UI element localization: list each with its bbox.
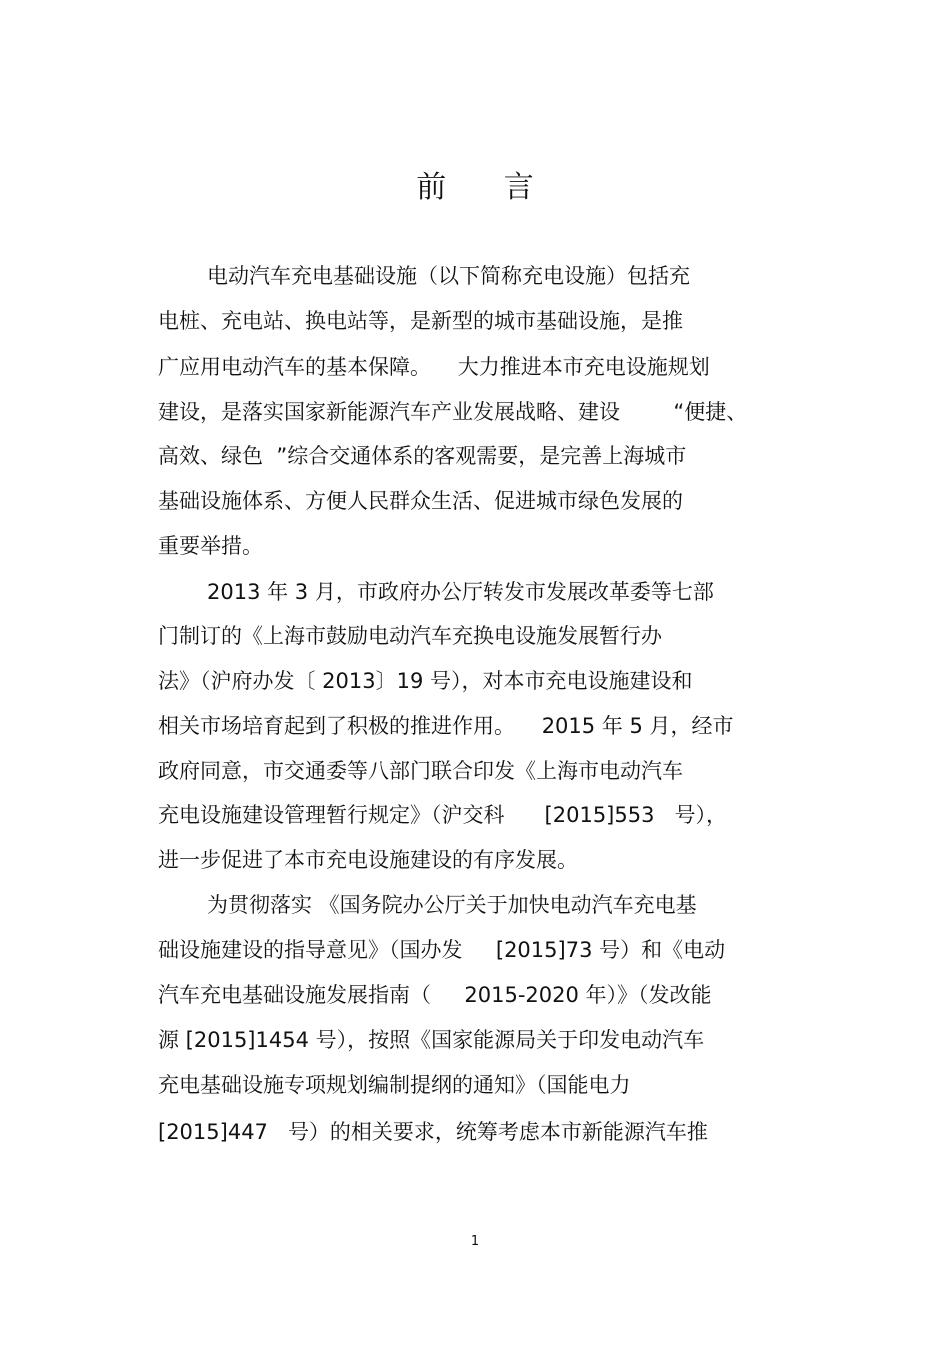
paragraph-line: 2013 年 3 月，市政府办公厅转发市发展改革委等七部 xyxy=(207,580,714,604)
paragraph-line: 电动汽车充电基础设施（以下简称充电设施）包括充 xyxy=(207,264,690,288)
paragraph-line: 源 [2015]1454 号），按照《国家能源局关于印发电动汽车 xyxy=(158,1028,705,1052)
paragraph-line: 门制订的《上海市鼓励电动汽车充换电设施发展暂行办 xyxy=(158,624,662,648)
paragraph-line: 基础设施体系、方便人民群众生活、促进城市绿色发展的 xyxy=(158,489,683,513)
paragraph-line: 汽车充电基础设施发展指南（ 2015-2020 年）》（发改能 xyxy=(158,983,712,1007)
paragraph-line: 广应用电动汽车的基本保障。 大力推进本市充电设施规划 xyxy=(158,355,710,379)
paragraph-line: 建设，是落实国家新能源汽车产业发展战略、建设 “便捷、 xyxy=(158,400,748,424)
paragraph-line: [2015]447 号）的相关要求，统筹考虑本市新能源汽车推 xyxy=(158,1120,708,1144)
page-title: 前 言 xyxy=(416,170,558,205)
paragraph-line: 法》（沪府办发〔 2013〕19 号），对本市充电设施建设和 xyxy=(158,669,693,693)
paragraph-line: 充电设施建设管理暂行规定》（沪交科 [2015]553 号）， xyxy=(158,803,727,827)
paragraph-line: 相关市场培育起到了积极的推进作用。 2015 年 5 月，经市 xyxy=(158,714,734,738)
paragraph-line: 政府同意，市交通委等八部门联合印发《上海市电动汽车 xyxy=(158,759,683,783)
paragraph-line: 为贯彻落实 《国务院办公厅关于加快电动汽车充电基 xyxy=(207,893,697,917)
paragraph-line: 电桩、充电站、换电站等，是新型的城市基础设施，是推 xyxy=(158,309,683,333)
paragraph-line: 础设施建设的指导意见》（国办发 [2015]73 号）和《电动 xyxy=(158,938,726,962)
paragraph-line: 高效、绿色 ”综合交通体系的客观需要，是完善上海城市 xyxy=(158,444,687,468)
paragraph-line: 充电基础设施专项规划编制提纲的通知》（国能电力 xyxy=(158,1073,631,1097)
paragraph-line: 重要举措。 xyxy=(158,534,263,558)
paragraph-line: 进一步促进了本市充电设施建设的有序发展。 xyxy=(158,848,578,872)
page-number: 1 xyxy=(470,1234,480,1249)
